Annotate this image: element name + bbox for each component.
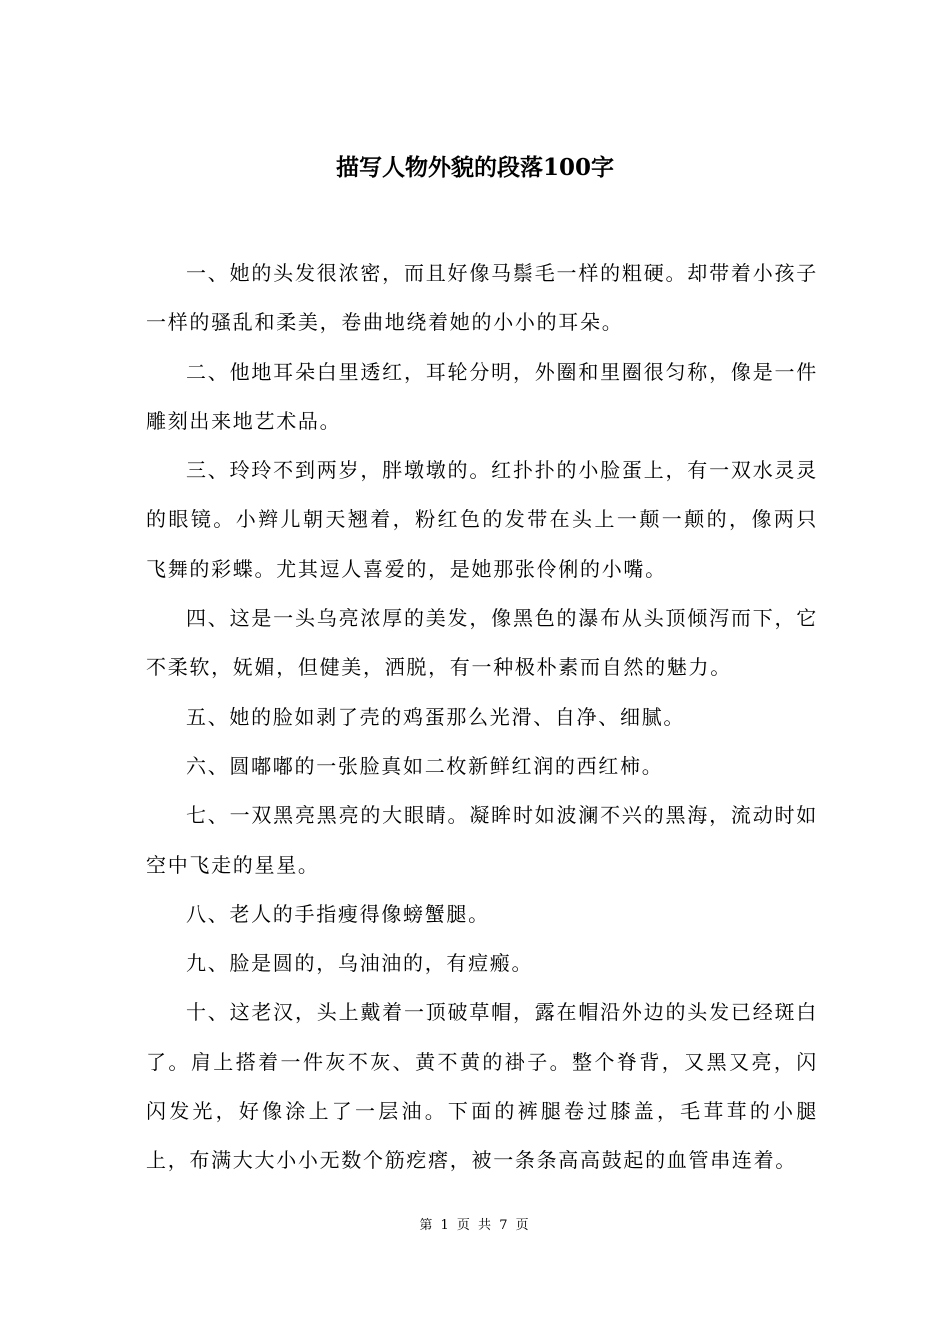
paragraph: 十、这老汉，头上戴着一顶破草帽，露在帽沿外边的头发已经斑白了。肩上搭着一件灰不灰、黄不黄的褂子。整个脊背，又黑又亮，闪闪发光，好像涂上了一层油。下面的裤腿卷过膝盖，毛茸茸的小腿上，布满大大小小无数个筋疙瘩，被一条条高高鼓起的血管串连着。	[146, 1000, 818, 1173]
paragraph: 八、老人的手指瘦得像螃蟹腿。	[186, 901, 490, 926]
paragraph: 四、这是一头乌亮浓厚的美发，像黑色的瀑布从头顶倾泻而下，它不柔软，妩媚，但健美，洒脱，有一种极朴素而自然的魅力。	[146, 606, 818, 680]
paragraph: 六、圆嘟嘟的一张脸真如二枚新鲜红润的西红柿。	[186, 753, 664, 778]
page-footer: 第 1 页 共 7 页	[419, 1218, 531, 1233]
paragraph: 五、她的脸如剥了壳的鸡蛋那么光滑、自净、细腻。	[186, 704, 686, 729]
paragraph: 九、脸是圆的，乌油油的，有痘瘢。	[186, 951, 534, 976]
document-title: 描写人物外貌的段落100字	[335, 154, 614, 181]
paragraph: 二、他地耳朵白里透红，耳轮分明，外圈和里圈很匀称，像是一件雕刻出来地艺术品。	[146, 359, 818, 433]
document-body	[146, 249, 818, 1186]
paragraph: 七、一双黑亮黑亮的大眼睛。凝眸时如波澜不兴的黑海，流动时如空中飞走的星星。	[146, 803, 818, 877]
paragraph: 三、玲玲不到两岁，胖墩墩的。红扑扑的小脸蛋上，有一双水灵灵的眼镜。小辫儿朝天翘着，粉红色的发带在头上一颠一颠的，像两只飞舞的彩蝶。尤其逗人喜爱的，是她那张伶俐的小嘴。	[146, 458, 818, 581]
paragraph: 一、她的头发很浓密，而且好像马鬃毛一样的粗硬。却带着小孩子一样的骚乱和柔美，卷曲地绕着她的小小的耳朵。	[146, 261, 818, 335]
